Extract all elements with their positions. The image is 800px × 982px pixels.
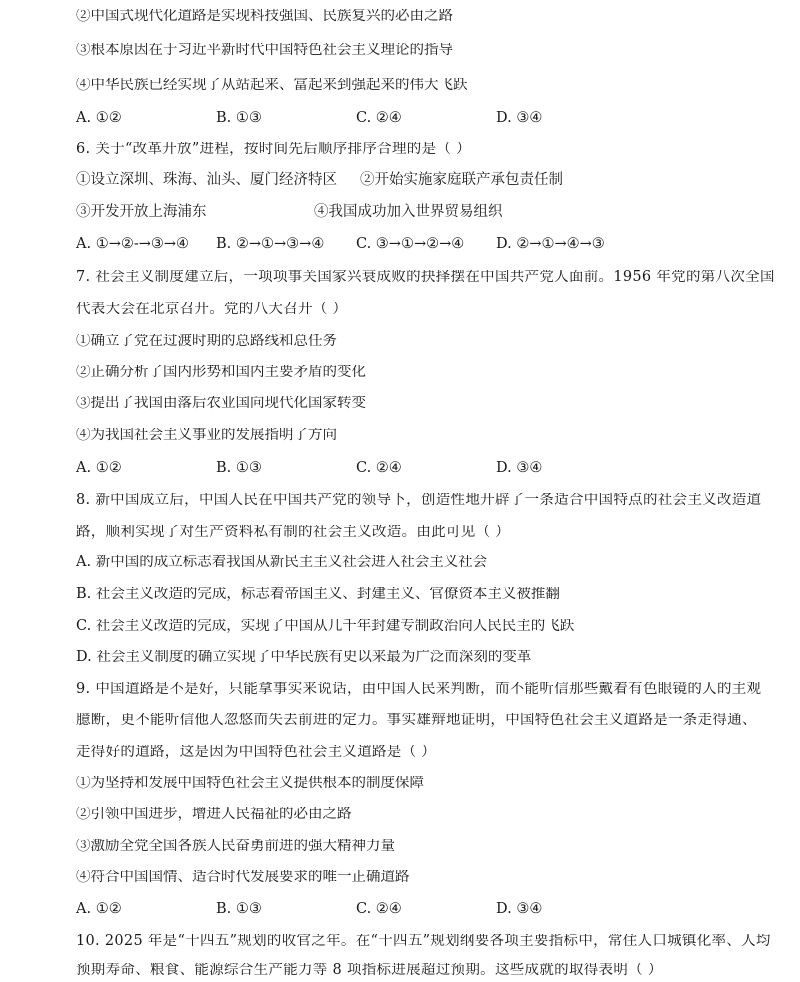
q6-item-3: ③开发开放上海浦东: [76, 204, 207, 220]
top-item-3: ③根本原因在于习近平新时代中国特色社会主义理论的指导: [76, 43, 453, 58]
q7-item-1: ①确立了党在过渡时期的总路线和总任务: [76, 334, 337, 349]
q6-item-1: ①设立深圳、珠海、汕头、厦门经济特区: [76, 172, 337, 188]
top-options: [76, 111, 776, 131]
q6-items-row2: [76, 205, 776, 225]
q10-stem-line-2: 预期寿命、粮食、能源综合生产能力等 8 项指标进展超过预期。这些成就的取得表明（ ）: [76, 963, 663, 978]
q9-option-c[interactable]: C. ②④: [356, 901, 402, 917]
q6-options: [76, 237, 776, 257]
option-b[interactable]: B. ①③: [216, 110, 262, 126]
q9-item-3: ③激励全党全国各族人民奋勇前进的强大精神力量: [76, 839, 395, 854]
q6-item-4: ④我国成功加入世界贸易组织: [314, 204, 503, 220]
q7-option-d[interactable]: D. ③④: [496, 460, 543, 476]
q7-option-a[interactable]: A. ①②: [76, 460, 122, 476]
q9-option-b[interactable]: B. ①③: [216, 901, 262, 917]
q9-stem-line-2: 臆断，更不能听信他人忽悠而失去前进的定力。事实雄辩地证明，中国特色社会主义道路是一条走得通、: [76, 713, 757, 728]
q8-option-a[interactable]: A. 新中国的成立标志着我国从新民主主义社会进入社会主义社会: [76, 555, 488, 570]
q8-stem-line-2: 路，顺利实现了对生产资料私有制的社会主义改造。由此可见（ ）: [76, 525, 511, 540]
option-a[interactable]: A. ①②: [76, 110, 122, 126]
q6-items-row1: [76, 173, 776, 193]
q9-item-2: ②引领中国进步，增进人民福祉的必由之路: [76, 807, 352, 822]
q7-item-2: ②正确分析了国内形势和国内主要矛盾的变化: [76, 365, 366, 380]
q7-option-b[interactable]: B. ①③: [216, 460, 262, 476]
top-item-4: ④中华民族已经实现了从站起来、富起来到强起来的伟大飞跃: [76, 78, 468, 93]
q6-option-c[interactable]: C. ③→①→②→④: [356, 236, 465, 252]
q9-stem-line-3: 走得好的道路，这是因为中国特色社会主义道路是（ ）: [76, 745, 437, 760]
q9-item-4: ④符合中国国情、适合时代发展要求的唯一正确道路: [76, 870, 410, 885]
q6-stem: 6. 关于“改革开放”进程，按时间先后顺序排序合理的是（ ）: [76, 142, 471, 157]
q7-options: [76, 461, 776, 481]
top-item-2: ②中国式现代化道路是实现科技强国、民族复兴的必由之路: [76, 9, 453, 24]
q10-stem-line-1: 10. 2025 年是“十四五”规划的收官之年。在“十四五”规划纲要各项主要指标中，常住人口城镇化率、人均: [76, 934, 771, 949]
q8-option-b[interactable]: B. 社会主义改造的完成，标志着帝国主义、封建主义、官僚资本主义被推翻: [76, 587, 560, 602]
q6-option-b[interactable]: B. ②→①→③→④: [216, 236, 325, 252]
option-d[interactable]: D. ③④: [496, 110, 543, 126]
q9-options: [76, 902, 776, 922]
q7-item-3: ③提出了我国由落后农业国向现代化国家转变: [76, 396, 366, 411]
q6-option-a[interactable]: A. ①→②-→③→④: [76, 236, 190, 252]
q6-item-2: ②开始实施家庭联产承包责任制: [360, 172, 563, 188]
q7-stem-line-2: 代表大会在北京召开。党的八大召开（ ）: [76, 302, 348, 317]
q7-option-c[interactable]: C. ②④: [356, 460, 402, 476]
q9-option-a[interactable]: A. ①②: [76, 901, 122, 917]
q6-option-d[interactable]: D. ②→①→④→③: [496, 236, 605, 252]
q9-option-d[interactable]: D. ③④: [496, 901, 543, 917]
q9-item-1: ①为坚持和发展中国特色社会主义提供根本的制度保障: [76, 776, 424, 791]
q9-stem-line-1: 9. 中国道路是不是好，只能拿事实来说话，由中国人民来判断，而不能听信那些戴着有色眼镜的人的主观: [76, 682, 762, 697]
q8-option-d[interactable]: D. 社会主义制度的确立实现了中华民族有史以来最为广泛而深刻的变革: [76, 650, 532, 665]
q8-option-c[interactable]: C. 社会主义改造的完成，实现了中国从几千年封建专制政治向人民民主的飞跃: [76, 619, 575, 634]
q7-stem-line-1: 7. 社会主义制度建立后，一项项事关国家兴衰成败的抉择摆在中国共产党人面前。1956 年党的第八次全国: [76, 270, 775, 285]
q8-stem-line-1: 8. 新中国成立后，中国人民在中国共产党的领导下，创造性地开辟了一条适合中国特点的社会主义改造道: [76, 493, 762, 508]
option-c[interactable]: C. ②④: [356, 110, 402, 126]
q7-item-4: ④为我国社会主义事业的发展指明了方向: [76, 428, 337, 443]
